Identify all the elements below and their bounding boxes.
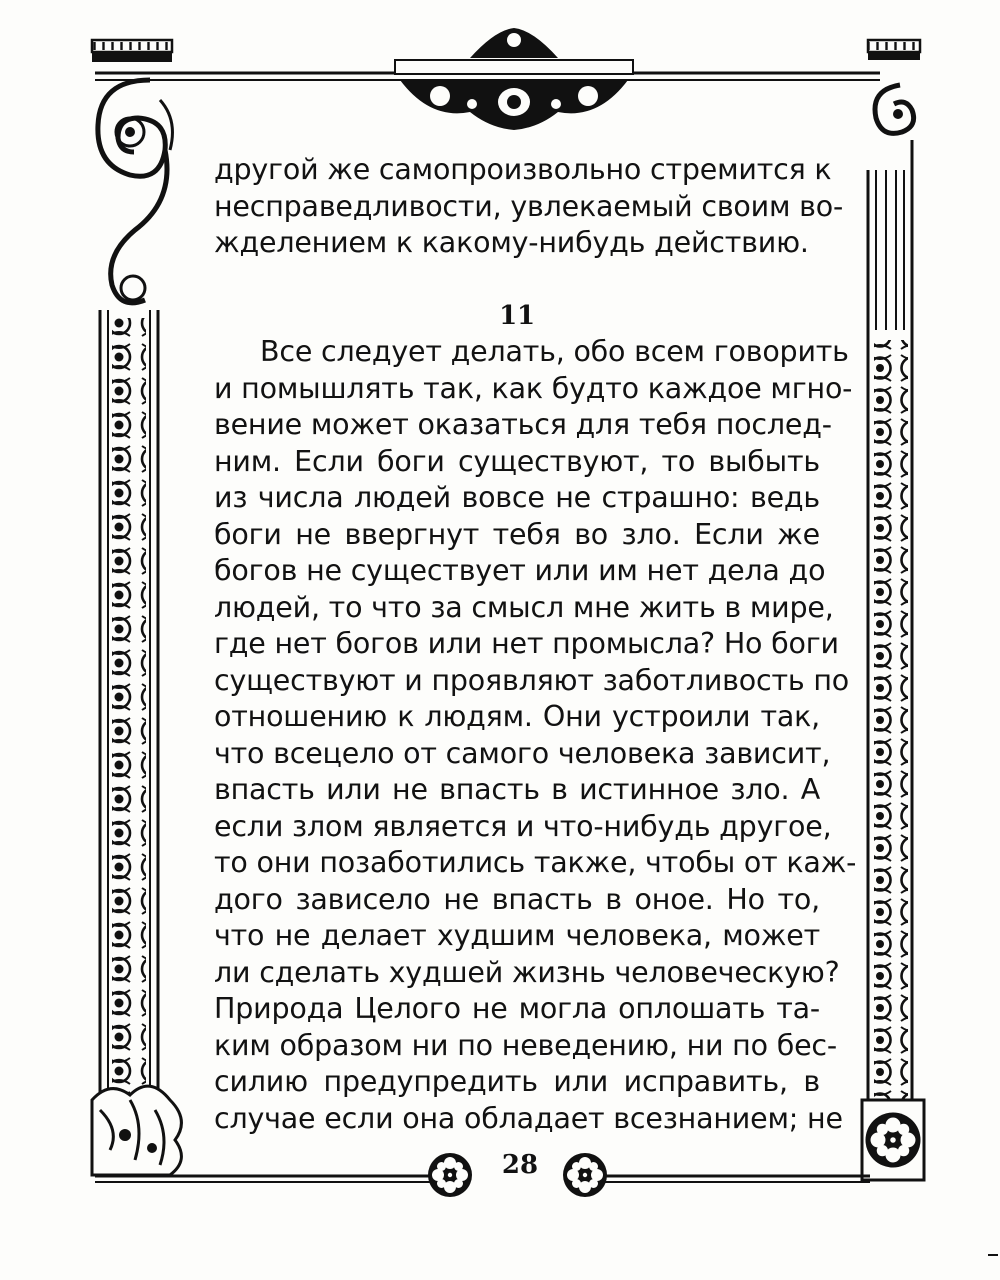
right-column-ornament [862,40,924,1180]
text-line: если злом является и что-нибудь другое, [214,809,832,843]
text-line: то они позаботились также, чтобы от каж- [214,846,857,879]
text-line: где нет богов или нет промысла? Но боги [214,627,839,660]
left-rosette-ornament [428,1153,472,1197]
text-line: боги не ввергнут тебя во зло. Если же [214,517,820,551]
text-line: и помышлять так, как будто каждое мгно- [214,371,853,405]
text-line: Природа Целого не могла оплошать та- [214,992,820,1025]
page-text [214,152,857,1137]
text-line: случае если она обладает всезнанием; не [214,1101,843,1135]
text-line: вение может оказаться для тебя послед- [214,408,832,441]
text-line: ли сделать худшей жизнь человеческую? [214,955,840,989]
text-line: что всецело от самого человека зависит, [214,736,831,770]
text-line: богов не существует или им нет дела до [214,554,826,587]
left-column-ornament [92,40,181,1175]
text-line: что не делает худшим человека, может [214,919,820,952]
page-number: 28 [501,1150,539,1180]
text-line: отношению к людям. Они устроили так, [214,700,820,733]
text-line: дого зависело не впасть в оное. Но то, [214,882,820,916]
text-line: впасть или не впасть в истинное зло. А [214,773,820,806]
text-line: из числа людей вовсе не страшно: ведь [214,481,820,514]
text-line: существуют и проявляют заботливость по [214,663,849,697]
text-line: силию предупредить или исправить, в [214,1065,820,1098]
text-line: другой же самопроизвольно стремится к [214,153,832,186]
text-line: несправедливости, увлекаемый своим во- [214,189,844,223]
section-paragraph [214,334,857,1137]
text-line: ким образом ни по неведению, ни по бес- [214,1028,837,1062]
text-line: ним. Если боги существуют, то выбыть [214,444,820,478]
text-line: людей, то что за смысл мне жить в мире, [214,590,834,624]
text-line: Все следует делать, обо всем говорить [260,335,849,368]
text-line: жделением к какому-нибудь действию. [214,226,809,259]
continuation-paragraph [214,152,844,262]
section-number: 11 [499,300,535,331]
